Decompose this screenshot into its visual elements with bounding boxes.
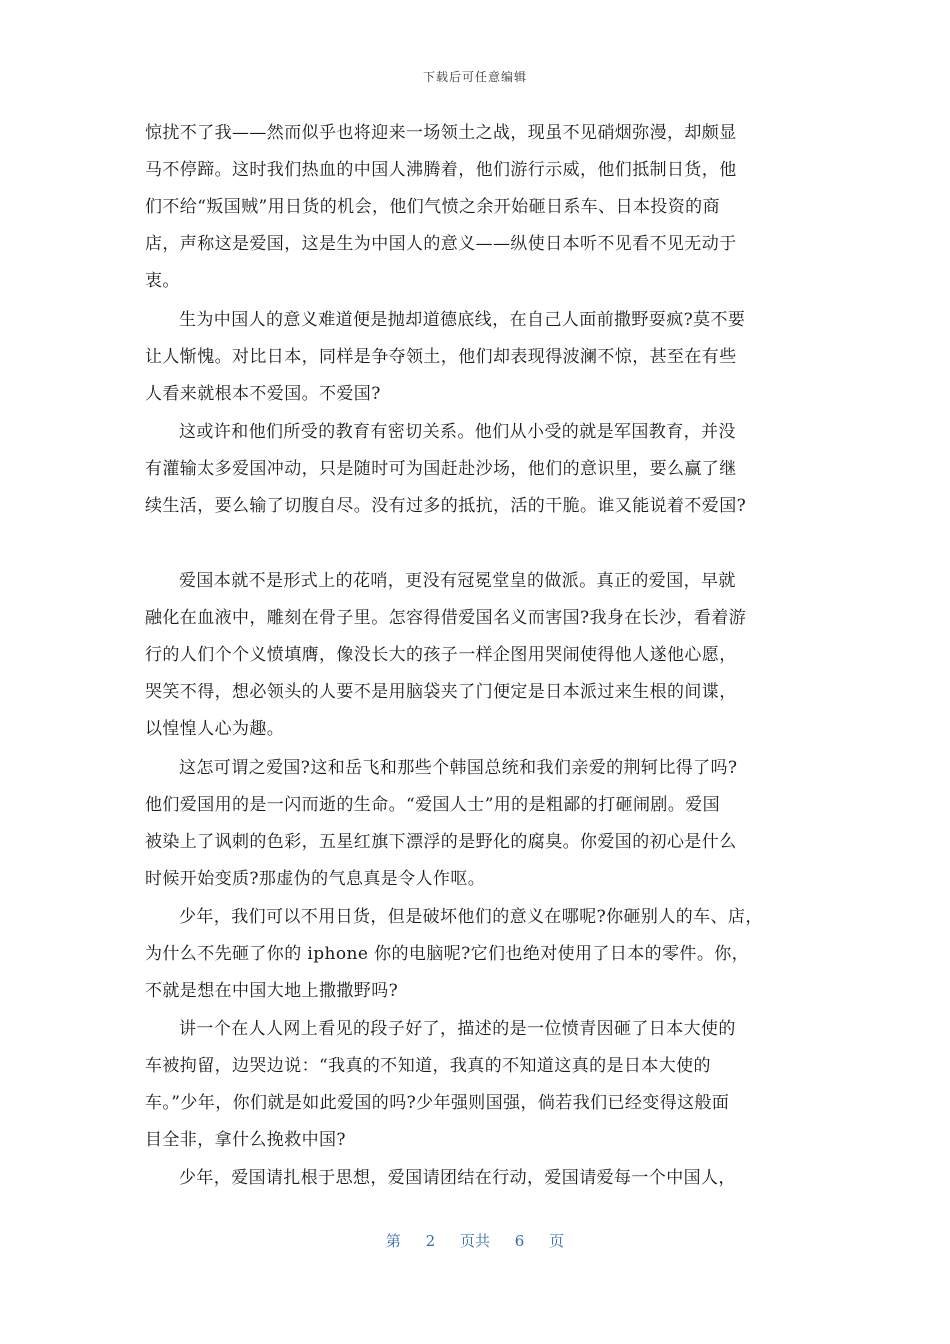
text-line: 车。”少年，你们就是如此爱国的吗?少年强则国强，倘若我们已经变得这般面 (145, 1093, 730, 1113)
text-line: 哭笑不得，想必领头的人要不是用脑袋夹了门便定是日本派过来生根的间谍， (145, 682, 737, 702)
text-line: 车被拘留，边哭边说：“我真的不知道，我真的不知道这真的是日本大使的 (145, 1056, 711, 1076)
page-total: 6 (514, 1232, 525, 1250)
text-line: 不就是想在中国大地上撒撒野吗? (145, 981, 399, 1001)
text-line: 行的人们个个义愤填膺，像没长大的孩子一样企图用哭闹使得他人遂他心愿， (145, 645, 737, 665)
text-line: 惊扰不了我——然而似乎也将迎来一场领土之战，现虽不见硝烟弥漫，却颇显 (145, 123, 737, 143)
text-line: 让人惭愧。对比日本，同样是争夺领土，他们却表现得波澜不惊，甚至在有些 (145, 347, 737, 367)
text-line: 他们爱国用的是一闪而逝的生命。“爱国人士”用的是粗鄙的打砸闹剧。爱国 (145, 795, 720, 815)
text-line: 马不停蹄。这时我们热血的中国人沸腾着，他们游行示威，他们抵制日货，他 (145, 160, 737, 180)
text-line: 这怎可谓之爱国?这和岳飞和那些个韩国总统和我们亲爱的荆轲比得了吗? (179, 758, 738, 778)
text-line: 店，声称这是爱国，这是生为中国人的意义——纵使日本听不见看不见无动于 (145, 234, 737, 254)
text-line: 少年，我们可以不用日货，但是破坏他们的意义在哪呢?你砸别人的车、店， (179, 907, 763, 927)
footer-middle: 页共 (459, 1232, 490, 1250)
text-line: 目全非，拿什么挽救中国? (145, 1130, 346, 1150)
text-line: 被染上了讽刺的色彩，五星红旗下漂浮的是野化的腐臭。你爱国的初心是什么 (145, 832, 737, 852)
text-line: 融化在血液中，雕刻在骨子里。怎容得借爱国名义而害国?我身在长沙，看着游 (145, 608, 747, 628)
page-footer (0, 1230, 950, 1251)
footer-suffix: 页 (549, 1232, 565, 1250)
text-line: 讲一个在人人网上看见的段子好了，描述的是一位愤青因砸了日本大使的 (179, 1019, 736, 1039)
text-line: 爱国本就不是形式上的花哨，更没有冠冕堂皇的做派。真正的爱国，早就 (179, 571, 736, 591)
text-line: 人看来就根本不爱国。不爱国? (145, 384, 381, 404)
page-number: 2 (425, 1232, 436, 1250)
text-line: 有灌输太多爱国冲动，只是随时可为国赶赴沙场，他们的意识里，要么赢了继 (145, 459, 737, 479)
text-line: 以惶惶人心为趣。 (145, 719, 285, 739)
text-line: 们不给“叛国贼”用日货的机会，他们气愤之余开始砸日系车、日本投资的商 (145, 197, 720, 217)
page-header: 下载后可任意编辑 (422, 70, 527, 84)
text-line: 少年，爱国请扎根于思想，爱国请团结在行动，爱国请爱每一个中国人， (179, 1168, 736, 1188)
text-line: 时候开始变质?那虚伪的气息真是令人作呕。 (145, 869, 486, 889)
text-line: 这或许和他们所受的教育有密切关系。他们从小受的就是军国教育，并没 (179, 422, 736, 442)
text-line: 生为中国人的意义难道便是抛却道德底线，在自己人面前撒野耍疯?莫不要 (179, 310, 746, 330)
footer-prefix: 第 (385, 1232, 401, 1250)
text-line: 衷。 (145, 271, 180, 291)
text-line: 为什么不先砸了你的 iphone 你的电脑呢?它们也绝对使用了日本的零件。你， (145, 944, 750, 964)
text-line: 续生活，要么输了切腹自尽。没有过多的抵抗，活的干脆。谁又能说着不爱国? (145, 496, 747, 516)
